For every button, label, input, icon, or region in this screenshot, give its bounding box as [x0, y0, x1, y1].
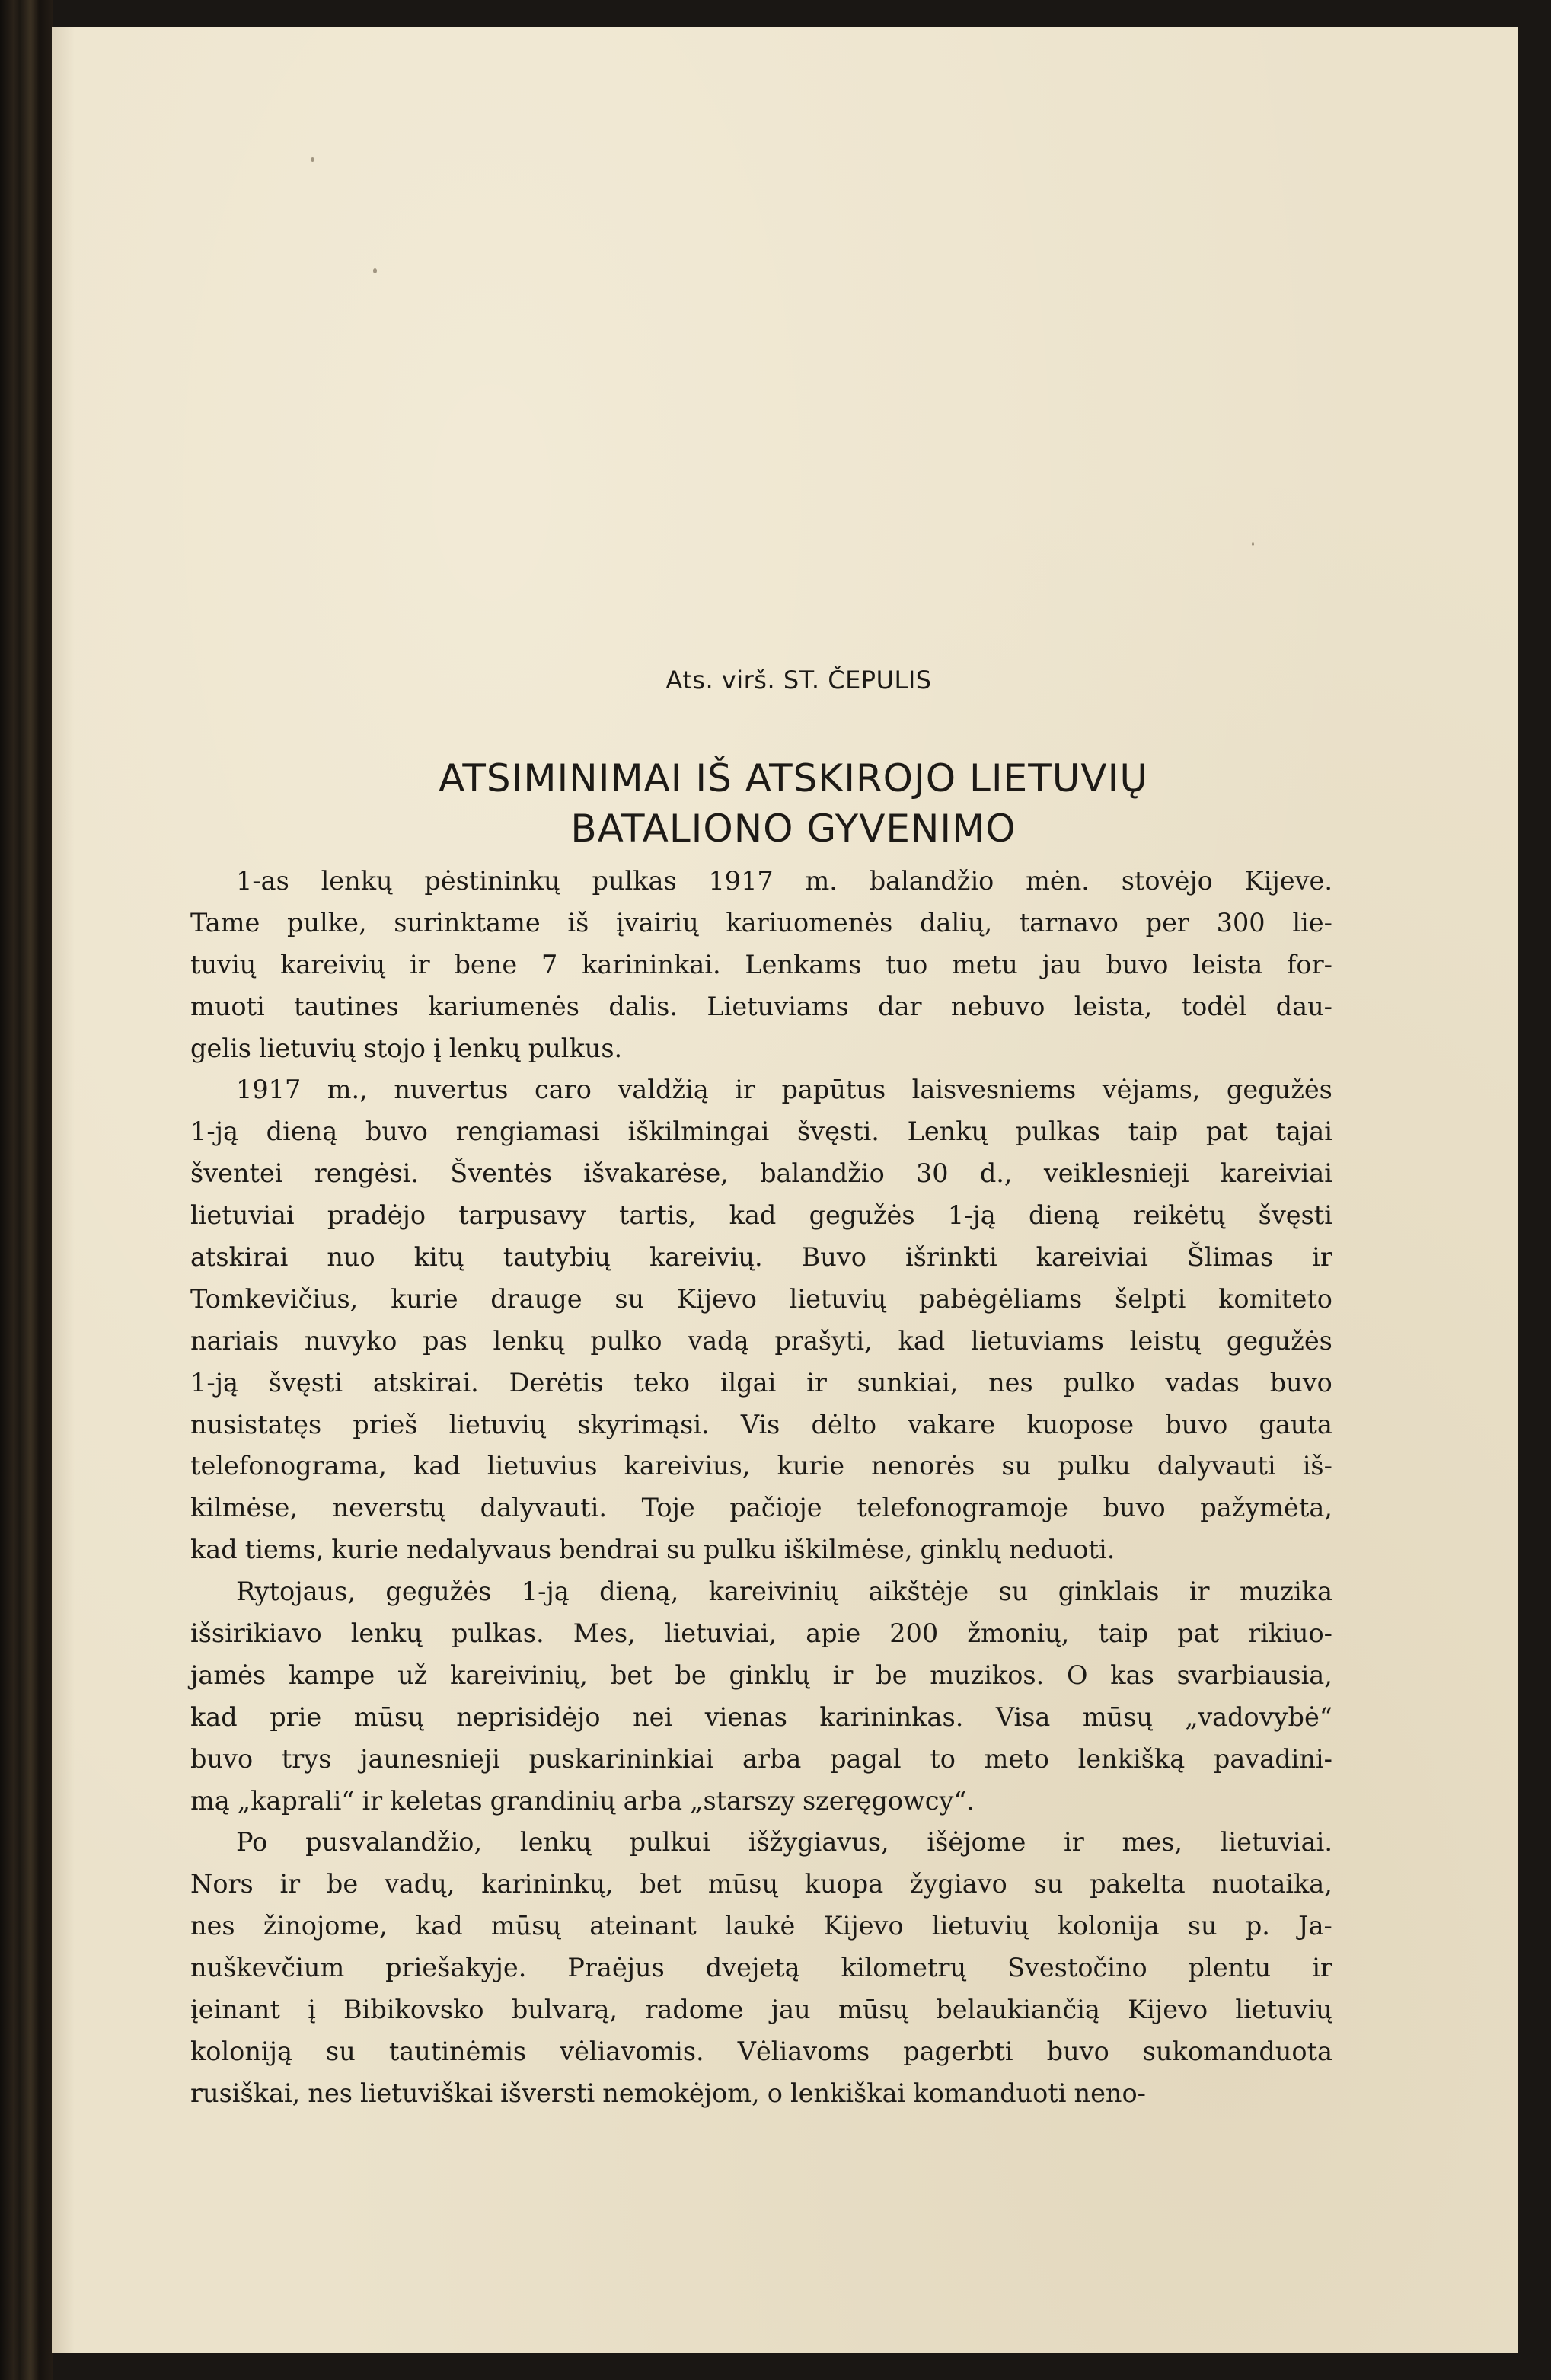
text-line: išsirikiavo lenkų pulkas. Mes, lietuviai, apie 200 žmonių, taip pat rikiuo-: [190, 1618, 1332, 1649]
text-line: 1-as lenkų pėstininkų pulkas 1917 m. balandžio mėn. stovėjo Kijeve.: [236, 866, 1332, 896]
text-line: nariais nuvyko pas lenkų pulko vadą prašyti, kad lietuviams leistų gegužės: [190, 1325, 1332, 1356]
text-line: nusistatęs prieš lietuvių skyrimąsi. Vis dėlto vakare kuopose buvo gauta: [190, 1409, 1332, 1439]
paragraph: [190, 1571, 1332, 1822]
text-line: Po pusvalandžio, lenkų pulkui išžygiavus, išėjome ir mes, lietuviai.: [236, 1827, 1332, 1858]
text-line: mą „kaprali“ ir keletas grandinių arba „starszy szeręgowcy“.: [190, 1785, 975, 1816]
text-line: koloniją su tautinėmis vėliavomis. Vėliavoms pagerbti buvo sukomanduota: [190, 2036, 1332, 2066]
paper-speck: [373, 268, 377, 273]
text-line: šventei rengėsi. Šventės išvakarėse, balandžio 30 d., veiklesnieji kareiviai: [190, 1158, 1332, 1189]
text-line: 1-ją dieną buvo rengiamasi iškilmingai švęsti. Lenkų pulkas taip pat tajai: [190, 1117, 1332, 1147]
text-line: Nors ir be vadų, karininkų, bet mūsų kuopa žygiavo su pakelta nuotaika,: [190, 1869, 1332, 1899]
text-line: kilmėse, neverstų dalyvauti. Toje pačioje telefonogramoje buvo pažymėta,: [190, 1493, 1332, 1523]
text-line: telefonograma, kad lietuvius kareivius, kurie nenorės su pulku dalyvauti iš-: [190, 1451, 1332, 1481]
paragraph: [190, 861, 1332, 1069]
book-binding-edge: [0, 0, 53, 2380]
text-line: Rytojaus, gegužės 1-ją dieną, kareivinių aikštėje su ginklais ir muzika: [236, 1577, 1332, 1607]
title-line: BATALIONO GYVENIMO: [570, 807, 1016, 851]
text-line: rusiškai, nes lietuviškai išversti nemokėjom, o lenkiškai komanduoti neno-: [190, 2078, 1146, 2108]
text-line: 1917 m., nuvertus caro valdžią ir papūtus laisvesniems vėjams, gegužės: [236, 1075, 1332, 1105]
text-line: nuškevčium priešakyje. Praėjus dvejetą kilometrų Svestočino plentu ir: [190, 1953, 1332, 1983]
text-line: jamės kampe už kareivinių, bet be ginklų ir be muzikos. O kas svarbiausia,: [190, 1660, 1332, 1690]
paragraph: [190, 1822, 1332, 2114]
text-line: įeinant į Bibikovsko bulvarą, radome jau mūsų belaukiančią Kijevo lietuvių: [190, 1995, 1332, 2025]
text-line: gelis lietuvių stojo į lenkų pulkus.: [190, 1033, 623, 1063]
text-line: muoti tautines kariumenės dalis. Lietuviams dar nebuvo leista, todėl dau-: [190, 991, 1332, 1021]
page-sheet: [52, 27, 1518, 2353]
text-line: kad tiems, kurie nedalyvaus bendrai su pulku iškilmėse, ginklų neduoti.: [190, 1535, 1115, 1565]
text-line: tuvių kareivių ir bene 7 karininkai. Lenkams tuo metu jau buvo leista for-: [190, 949, 1332, 979]
paper-speck: [311, 157, 314, 162]
text-line: atskirai nuo kitų tautybių kareivių. Buvo išrinkti kareiviai Šlimas ir: [190, 1242, 1332, 1273]
text-line: nes žinojome, kad mūsų ateinant laukė Kijevo lietuvių kolonija su p. Ja-: [190, 1911, 1332, 1941]
article-title: [52, 753, 1518, 854]
author-line: Ats. virš. ST. ČEPULIS: [665, 666, 932, 695]
text-line: Tomkevičius, kurie drauge su Kijevo lietuvių pabėgėliams šelpti komiteto: [190, 1283, 1332, 1314]
paragraph: [190, 1069, 1332, 1571]
text-line: kad prie mūsų neprisidėjo nei vienas karininkas. Visa mūsų „vadovybė“: [190, 1701, 1332, 1732]
paper-speck: [1252, 542, 1254, 546]
text-line: 1-ją švęsti atskirai. Derėtis teko ilgai ir sunkiai, nes pulko vadas buvo: [190, 1367, 1332, 1398]
text-line: Tame pulke, surinktame iš įvairių kariuomenės dalių, tarnavo per 300 lie-: [190, 907, 1332, 938]
text-line: lietuviai pradėjo tarpusavy tartis, kad gegužės 1-ją dieną reikėtų švęsti: [190, 1200, 1332, 1231]
text-line: buvo trys jaunesnieji puskarininkiai arba pagal to meto lenkišką pavadini-: [190, 1743, 1332, 1774]
article-body: [190, 861, 1332, 2115]
title-line: ATSIMINIMAI IŠ ATSKIROJO LIETUVIŲ: [439, 756, 1148, 800]
